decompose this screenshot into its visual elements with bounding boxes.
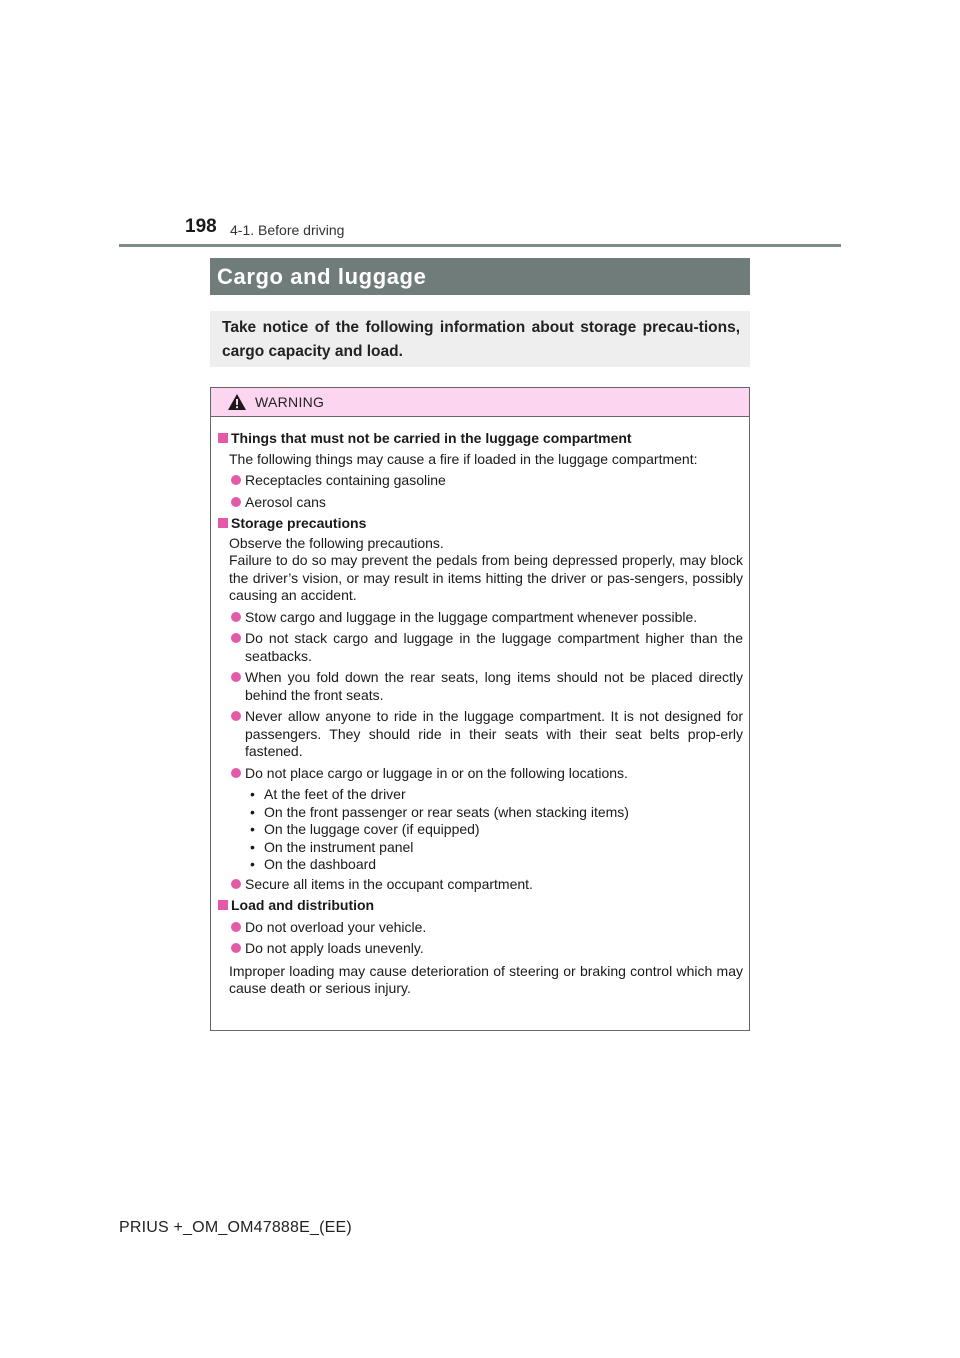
paragraph: Improper loading may cause deterioration of steering or braking control which may cause death or serious injury. [229, 962, 743, 996]
sub-list-item: • On the dashboard [250, 856, 377, 872]
paragraph: The following things may cause a fire if loaded in the luggage compartment: [229, 450, 698, 467]
heading-text: Things that must not be carried in the luggage compartment [231, 430, 632, 446]
section-heading [218, 515, 743, 533]
square-bullet-icon [218, 900, 228, 910]
list-item: Do not place cargo or luggage in or on the following locations. [218, 765, 743, 783]
intro-box [210, 311, 750, 367]
sub-list-item: • On the luggage cover (if equipped) [250, 821, 480, 837]
header-rule [119, 244, 841, 247]
list-item: When you fold down the rear seats, long items should not be placed directly behind the front seats. [218, 669, 743, 704]
circle-bullet-icon [231, 633, 241, 643]
square-bullet-icon [218, 518, 228, 528]
heading-text: Storage precautions [231, 515, 367, 531]
footer-document-id: PRIUS +_OM_OM47888E_(EE) [119, 1219, 352, 1236]
square-bullet-icon [218, 433, 228, 443]
circle-bullet-icon [231, 711, 241, 721]
section-label: 4-1. Before driving [230, 222, 345, 238]
list-item: Secure all items in the occupant compartment. [218, 876, 743, 894]
circle-bullet-icon [231, 672, 241, 682]
sub-list-item: • On the front passenger or rear seats (when stacking items) [250, 803, 629, 820]
list-item: Aerosol cans [218, 494, 743, 512]
paragraph: Observe the following precautions. [229, 534, 444, 551]
warning-header [211, 388, 749, 417]
heading-text: Load and distribution [231, 897, 375, 913]
list-item: Do not overload your vehicle. [218, 919, 743, 937]
list-item: Stow cargo and luggage in the luggage compartment whenever possible. [218, 609, 743, 627]
warning-box [210, 387, 750, 1031]
circle-bullet-icon [231, 612, 241, 622]
circle-bullet-icon [231, 943, 241, 953]
list-item: Never allow anyone to ride in the luggage compartment. It is not designed for passengers. They should ride in their seats with their seat belts prop-erly fastened. [218, 708, 743, 761]
sub-list [218, 786, 743, 874]
section-heading [218, 897, 743, 915]
warning-label: WARNING [255, 394, 325, 410]
sub-list-item: • On the instrument panel [250, 838, 414, 855]
page-title: Cargo and luggage [217, 263, 427, 289]
paragraph: Failure to do so may prevent the pedals from being depressed properly, may block the driver’s vision, or may result in items hitting the driver or pas-sengers, possibly causing an accident. [229, 552, 743, 603]
page-number: 198 [185, 216, 217, 237]
circle-bullet-icon [231, 879, 241, 889]
section-heading [218, 430, 743, 448]
warning-triangle-icon [227, 393, 247, 411]
circle-bullet-icon [231, 768, 241, 778]
sub-list-item: • At the feet of the driver [250, 786, 406, 802]
circle-bullet-icon [231, 475, 241, 485]
warning-content [211, 417, 749, 998]
list-item: Do not apply loads unevenly. [218, 940, 743, 958]
list-item: Do not stack cargo and luggage in the luggage compartment higher than the seatbacks. [218, 630, 743, 665]
title-bar [210, 258, 750, 295]
circle-bullet-icon [231, 922, 241, 932]
circle-bullet-icon [231, 497, 241, 507]
intro-text: Take notice of the following information about storage precau-tions, cargo capacity and load. [222, 319, 740, 360]
list-item: Receptacles containing gasoline [218, 472, 743, 490]
